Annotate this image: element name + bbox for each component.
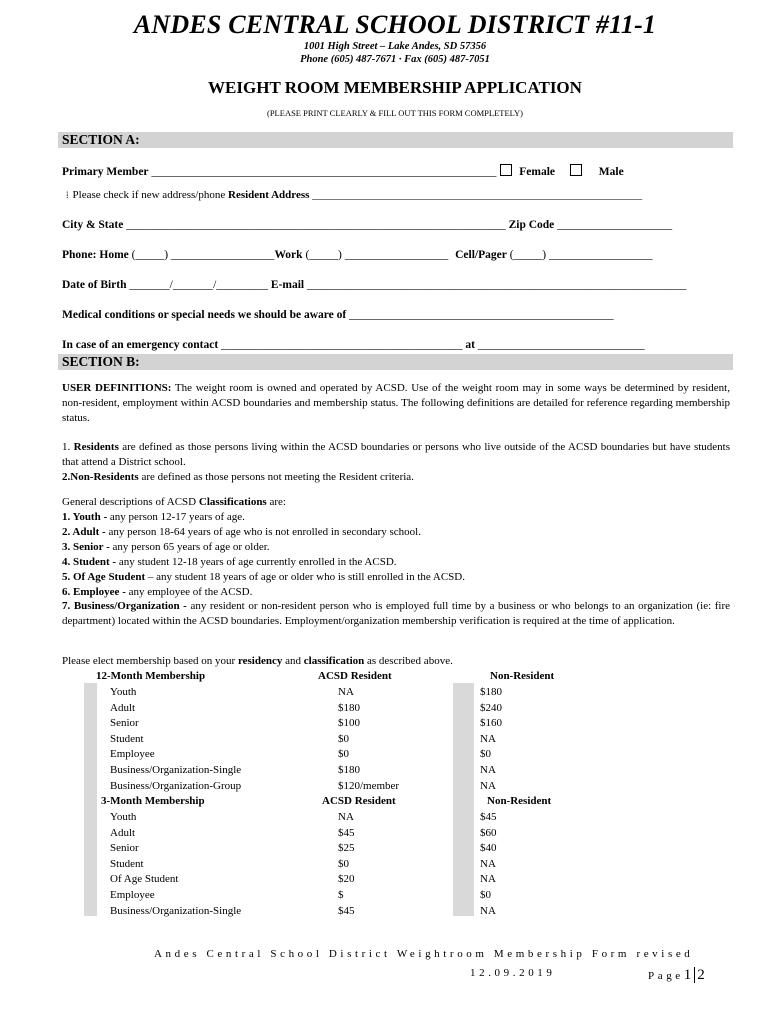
table-cell-type: Senior: [110, 842, 139, 855]
classification-text: – any student 18 years of age or older who is still enrolled in the ACSD.: [147, 571, 465, 583]
residents-definition: [62, 440, 730, 470]
emergency-contact-field[interactable]: __________________________________________: [221, 339, 463, 351]
cell-pager-label: Cell/Pager: [455, 249, 507, 261]
female-checkbox[interactable]: [500, 164, 512, 176]
page-label: Page: [648, 970, 684, 982]
user-definitions-text: The weight room is owned and operated by ACSD. Use of the weight room may in some ways be determined by resident, non-resident, employment within ACSD boundaries and membership status. The following definitions are detailed for reference regarding membership status.: [62, 382, 730, 424]
table-shade-middle: [453, 683, 474, 916]
nonresidents-text: are defined as those persons not meeting the Resident criteria.: [141, 471, 414, 483]
table-cell-type: Business/Organization-Single: [110, 764, 242, 776]
table-cell-resident: $: [338, 889, 344, 901]
classifications-intro-bold: Classifications: [198, 496, 267, 508]
work-label: Work: [274, 249, 303, 261]
table-cell-resident: $25: [338, 842, 355, 855]
table-cell-nonresident: $160: [480, 717, 502, 730]
nonresidents-number: 2.: [62, 471, 71, 483]
elect-classification: classification: [303, 655, 365, 667]
phone-home-field[interactable]: (_____) __________________: [131, 249, 275, 261]
table-cell-nonresident: $40: [480, 842, 497, 855]
classification-item: [62, 510, 730, 525]
classification-item: [62, 585, 730, 600]
classification-label: 3. Senior -: [62, 541, 110, 553]
city-line: [62, 219, 732, 231]
table-shade-left: [84, 683, 97, 916]
table-cell-resident: NA: [338, 811, 354, 823]
classification-business: [62, 599, 730, 629]
zip-code-field[interactable]: ____________________: [557, 219, 673, 231]
table-cell-nonresident: $0: [480, 889, 491, 901]
new-address-note: Please check if new address/phone: [72, 189, 226, 201]
table-cell-resident: $45: [338, 904, 355, 917]
classification-label: 4. Student -: [62, 556, 117, 568]
city-state-label: City & State: [62, 219, 124, 231]
table-header-nonresident: Non-Resident: [490, 670, 555, 682]
dob-line: [62, 279, 732, 291]
user-definitions-label: USER DEFINITIONS:: [62, 382, 172, 394]
zip-code-label: Zip Code: [508, 219, 555, 231]
elect-residency: residency: [237, 655, 283, 667]
phone-line: [62, 249, 732, 261]
emergency-line: [62, 339, 732, 351]
table-cell-type: Senior: [110, 717, 139, 730]
business-label: 7. Business/Organization -: [62, 600, 187, 612]
classification-label: 2. Adult -: [62, 526, 106, 538]
footer-date: 12.09.2019: [470, 967, 556, 979]
elect-membership-line: [62, 654, 730, 669]
table-cell-resident: $180: [338, 701, 360, 714]
form-title: WEIGHT ROOM MEMBERSHIP APPLICATION: [208, 78, 582, 97]
classification-item: [62, 540, 730, 555]
medical-field[interactable]: ______________________________________________: [349, 309, 614, 321]
classification-label: 6. Employee -: [62, 586, 126, 598]
district-address: 1001 High Street – Lake Andes, SD 57356: [303, 41, 487, 52]
email-field[interactable]: __________________________________________________________________: [307, 279, 687, 291]
dob-field[interactable]: _______/_______/_________: [129, 279, 269, 291]
table-cell-type: Of Age Student: [110, 873, 179, 886]
classification-list: [62, 510, 730, 600]
district-contact: Phone (605) 487-7671 · Fax (605) 487-7051: [300, 54, 490, 65]
work-phone-field[interactable]: (_____) __________________: [305, 249, 449, 261]
new-address-checkbox[interactable]: ⁞: [66, 190, 69, 200]
table-cell-type: Youth: [110, 811, 137, 823]
section-a-heading: SECTION A:: [58, 132, 733, 148]
primary-member-label: Primary Member: [62, 166, 149, 178]
dob-label: Date of Birth: [62, 279, 127, 291]
male-checkbox[interactable]: [570, 164, 582, 176]
section-b-heading: SECTION B:: [58, 354, 733, 370]
classifications-intro-post: are:: [269, 496, 286, 508]
table-cell-type: Adult: [110, 701, 136, 714]
elect-and: and: [285, 655, 301, 667]
table-cell-resident: $100: [338, 717, 360, 730]
cell-pager-field[interactable]: (_____) __________________: [509, 249, 653, 261]
table-cell-nonresident: NA: [480, 873, 496, 886]
footer-text: Andes Central School District Weightroom Membership Form revised: [154, 948, 694, 960]
page-total: 2: [694, 967, 705, 983]
table-cell-nonresident: $45: [480, 811, 497, 823]
table-cell-nonresident: $180: [480, 686, 502, 698]
table-cell-resident: $0: [338, 732, 349, 745]
primary-member-field[interactable]: ____________________________________________________________: [151, 166, 497, 178]
form-subtitle: (PLEASE PRINT CLEARLY & FILL OUT THIS FORM COMPLETELY): [267, 108, 523, 118]
table-cell-nonresident: NA: [480, 779, 496, 792]
table-cell-nonresident: NA: [480, 764, 496, 776]
table-cell-nonresident: $60: [480, 826, 497, 839]
nonresidents-label: Non-Residents: [70, 471, 139, 483]
classification-text: any person 65 years of age or older.: [112, 541, 270, 553]
classification-label: 1. Youth -: [62, 511, 108, 523]
elect-pre: Please elect membership based on your: [62, 655, 236, 667]
email-label: E-mail: [270, 279, 305, 291]
user-definitions: [62, 381, 730, 426]
residents-label: Residents: [73, 441, 119, 453]
classification-text: any employee of the ACSD.: [128, 586, 253, 598]
table-header-membership: 12-Month Membership: [96, 670, 206, 682]
phone-home-label: Phone: Home: [62, 249, 129, 261]
table-cell-nonresident: NA: [480, 732, 496, 745]
table-cell-resident: $45: [338, 826, 355, 839]
table-cell-type: Adult: [110, 826, 136, 839]
table-header-nonresident: Non-Resident: [487, 795, 552, 807]
table-cell-resident: $0: [338, 857, 349, 870]
table-cell-type: Employee: [110, 889, 155, 901]
table-cell-resident: $20: [338, 873, 355, 886]
table-header-resident: ACSD Resident: [318, 670, 392, 682]
table-cell-nonresident: NA: [480, 904, 496, 917]
classification-text: any person 18-64 years of age who is not enrolled in secondary school.: [108, 526, 421, 538]
female-label: Female: [519, 166, 556, 178]
classification-label: 5. Of Age Student: [62, 571, 146, 583]
business-text: any resident or non-resident person who is employed full time by a business or who belongs to an organization (ie: fire department) located within the ACSD boundaries. Employment/organization membership verification is required at the time of application.: [62, 600, 731, 627]
classifications-intro: [62, 495, 730, 510]
table-cell-type: Youth: [110, 686, 137, 698]
table-cell-resident: NA: [338, 686, 354, 698]
table-cell-nonresident: $240: [480, 701, 502, 714]
classification-text: any student 12-18 years of age currently enrolled in the ACSD.: [118, 556, 397, 568]
male-label: Male: [598, 166, 624, 178]
medical-line: [62, 309, 732, 321]
classification-item: [62, 555, 730, 570]
table-cell-type: Employee: [110, 748, 155, 761]
primary-member-line: [62, 164, 732, 178]
table-cell-type: Student: [110, 857, 144, 870]
classification-item: [62, 570, 730, 585]
classification-item: [62, 525, 730, 540]
resident-address-field[interactable]: ____________________________________________________________: [312, 189, 643, 201]
city-state-field[interactable]: __________________________________________________________________: [126, 219, 506, 231]
classifications-intro-pre: General descriptions of ACSD: [62, 496, 197, 508]
address-line: [62, 189, 732, 201]
table-cell-nonresident: $0: [480, 748, 491, 761]
table-cell-type: Student: [110, 732, 144, 745]
medical-label: Medical conditions or special needs we should be aware of: [62, 309, 347, 321]
table-cell-resident: $120/member: [338, 779, 400, 792]
resident-address-label: Resident Address: [228, 189, 310, 201]
at-label: at: [465, 339, 476, 351]
emergency-label: In case of an emergency contact: [62, 339, 219, 351]
district-title: ANDES CENTRAL SCHOOL DISTRICT #11-1: [133, 10, 657, 39]
table-cell-resident: $180: [338, 764, 360, 776]
page-number: 1: [683, 967, 692, 983]
footer-page: [648, 967, 705, 984]
table-cell-type: Business/Organization-Group: [110, 779, 242, 792]
table-cell-nonresident: NA: [480, 857, 496, 870]
table-cell-resident: $0: [338, 748, 349, 761]
residents-text: are defined as those persons living within the ACSD boundaries or persons who live outside of the ACSD boundaries but have students that attend a District school.: [62, 441, 731, 468]
residents-number: 1.: [62, 441, 71, 453]
table-cell-type: Business/Organization-Single: [110, 904, 242, 917]
table-header-resident: ACSD Resident: [322, 795, 396, 807]
classification-text: any person 12-17 years of age.: [109, 511, 245, 523]
nonresidents-definition: [62, 470, 730, 485]
table-header-membership: 3-Month Membership: [101, 795, 205, 807]
emergency-phone-field[interactable]: _____________________________: [477, 339, 645, 351]
elect-post: as described above.: [367, 655, 453, 667]
